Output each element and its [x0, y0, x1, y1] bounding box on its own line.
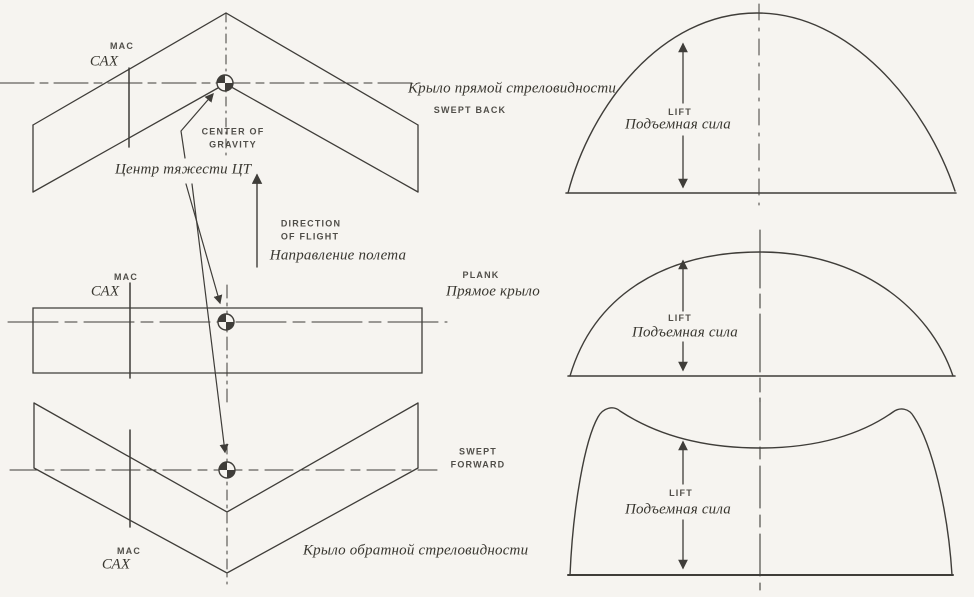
lift-curve-swept-back [566, 4, 956, 205]
swept-back-title-ru: Крыло прямой стреловидности [408, 80, 617, 97]
cg-symbol-plank [218, 314, 234, 330]
sakh-label-swept-forward: САХ [101, 556, 131, 573]
sakh-label-swept-back: САХ [89, 53, 119, 70]
center-of-gravity-label-ru: Центр тяжести ЦТ [115, 161, 252, 178]
lift-label-en-swept-back: LIFT [668, 106, 692, 117]
plank-title-en: PLANK [462, 269, 500, 280]
lift-label-en-swept-forward: LIFT [669, 487, 693, 498]
lift-curve-plank [568, 230, 955, 402]
swept-forward-title-line1: SWEPT [458, 446, 498, 457]
swept-back-title-en: SWEPT BACK [433, 104, 507, 115]
direction-of-flight-label-en [281, 218, 341, 243]
lift-label-ru-plank: Подъемная сила [631, 324, 739, 341]
lift-label-ru-swept-back: Подъемная сила [624, 116, 732, 133]
center-of-gravity-line2: GRAVITY [209, 139, 257, 149]
direction-of-flight-line1: DIRECTION [280, 218, 342, 229]
swept-forward-title-en [451, 446, 506, 471]
direction-of-flight-label-ru: Направление полета [269, 247, 407, 264]
mac-label-swept-back: MAC [109, 40, 135, 51]
cg-symbol-swept-forward [219, 462, 235, 478]
plank-wing-outline [8, 283, 447, 404]
swept-forward-title-ru: Крыло обратной стреловидности [303, 542, 529, 559]
center-of-gravity-label-en [202, 126, 265, 151]
cg-symbol-swept-back [217, 75, 233, 91]
center-of-gravity-line1: CENTER OF [201, 126, 265, 137]
direction-of-flight-line2: OF FLIGHT [280, 231, 340, 241]
lift-label-ru-swept-forward: Подъемная сила [624, 501, 732, 518]
sakh-label-plank: САХ [90, 283, 120, 300]
lift-label-en-plank: LIFT [668, 312, 692, 323]
lift-curve-swept-forward [568, 398, 953, 590]
mac-label-swept-forward: MAC [116, 545, 142, 556]
swept-forward-title-line2: FORWARD [450, 459, 506, 469]
mac-label-plank: MAC [113, 271, 139, 282]
plank-title-ru: Прямое крыло [446, 283, 540, 300]
